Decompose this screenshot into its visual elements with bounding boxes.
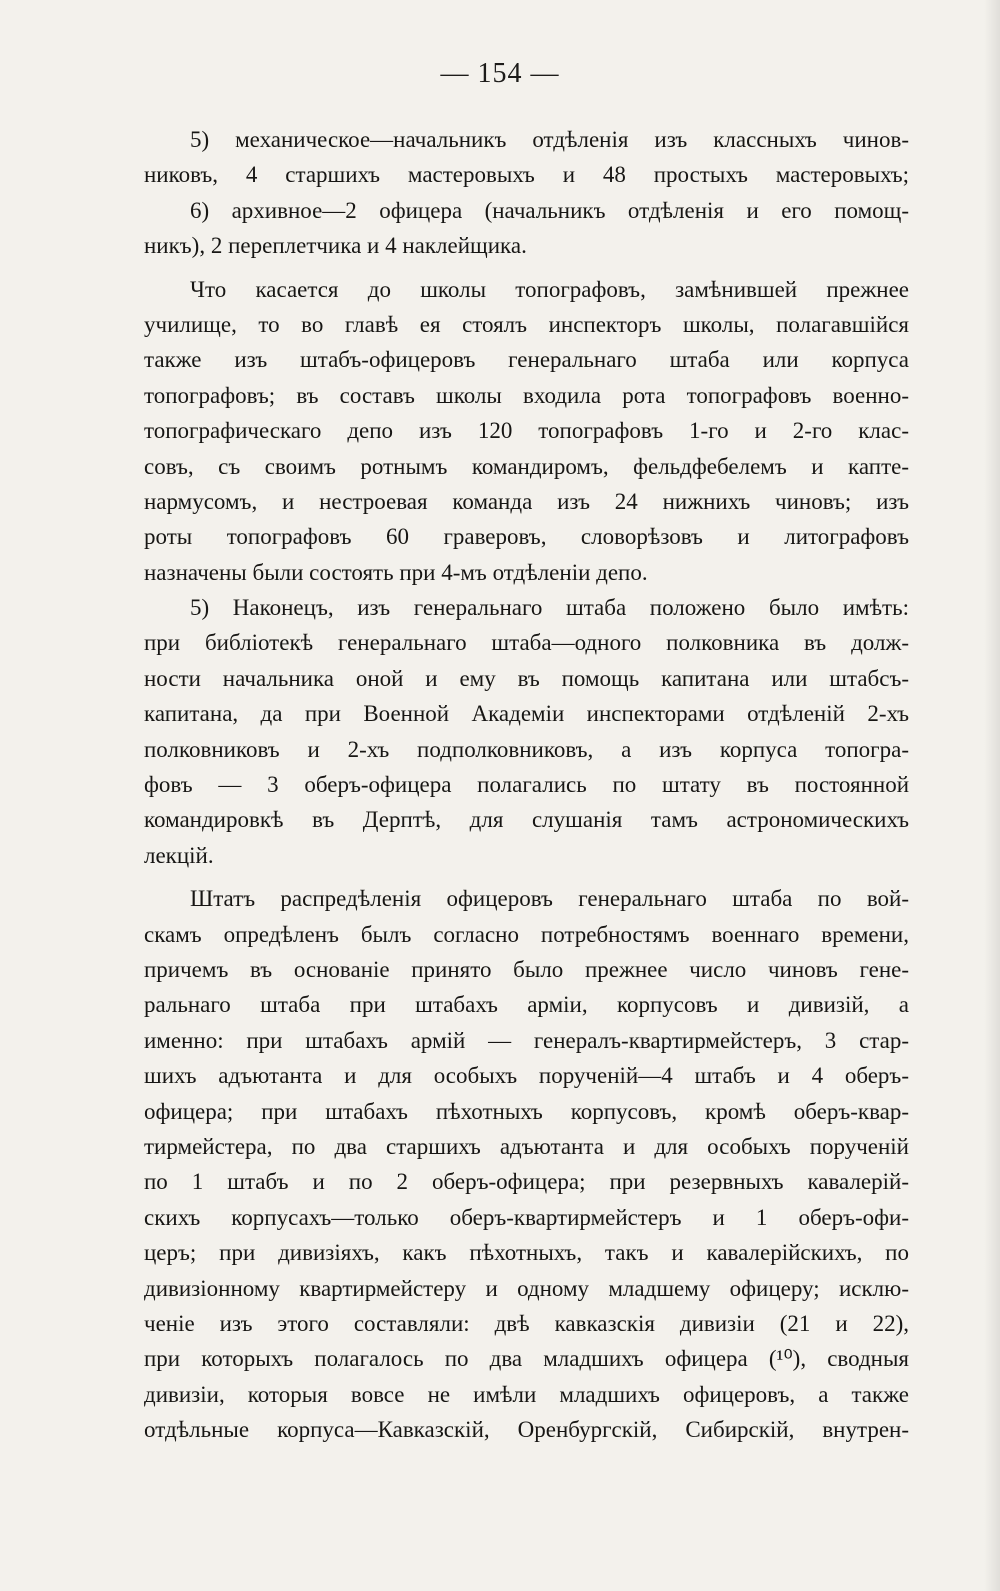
text-line: лекцій. (144, 842, 214, 868)
text-line: по 1 штабъ и по 2 оберъ-офицера; при резервныхъ кавалерій- (144, 1169, 909, 1195)
text-line: офицера; при штабахъ пѣхотныхъ корпусовъ, кромѣ оберъ-квар- (144, 1098, 909, 1124)
text-line: 5) механическое—начальникъ отдѣленія изъ классныхъ чинов- (190, 127, 909, 152)
body-text (144, 122, 909, 1447)
text-line: фовъ — 3 оберъ-офицера полагались по штату въ постоянной (144, 772, 909, 798)
text-line: роты топографовъ 60 граверовъ, словорѣзовъ и литографовъ (144, 524, 909, 550)
paragraph-gap (144, 873, 909, 881)
text-line: полковниковъ и 2-хъ подполковниковъ, а изъ корпуса топогра- (144, 736, 909, 762)
text-line: также изъ штабъ-офицеровъ генеральнаго штаба или корпуса (144, 347, 909, 373)
text-line: 6) архивное—2 офицера (начальникъ отдѣленія и его помощ- (190, 197, 909, 223)
text-line: капитана, да при Военной Академіи инспекторами отдѣленій 2-хъ (144, 701, 909, 727)
text-line: причемъ въ основаніе принято было прежнее число чиновъ гене- (144, 956, 909, 982)
text-line: скамъ опредѣленъ былъ согласно потребностямъ военнаго времени, (144, 921, 909, 947)
text-line: тирмейстера, по два старшихъ адъютанта и для особыхъ порученій (144, 1133, 909, 1159)
text-line: училище, то во главѣ ея стоялъ инспекторъ школы, полагавшійся (144, 311, 909, 337)
text-line: скихъ корпусахъ—только оберъ-квартирмейстеръ и 1 оберъ-офи- (144, 1204, 909, 1230)
text-line: топографическаго депо изъ 120 топографовъ 1-го и 2-го клас- (144, 418, 909, 444)
page-edge-shadow (984, 0, 1000, 1591)
paragraph-gap (144, 264, 909, 272)
text-line: 5) Наконецъ, изъ генеральнаго штаба положено было имѣть: (190, 595, 909, 621)
text-line: совъ, съ своимъ ротнымъ командиромъ, фельдфебелемъ и капте- (144, 453, 909, 479)
text-line: никовъ, 4 старшихъ мастеровыхъ и 48 простыхъ мастеровыхъ; (144, 162, 909, 188)
text-line: дивизіонному квартирмейстеру и одному младшему офицеру; исклю- (144, 1275, 909, 1301)
text-line: командировкѣ въ Дерптѣ, для слушанія тамъ астрономическихъ (144, 807, 909, 833)
text-line: ральнаго штаба при штабахъ арміи, корпусовъ и дивизій, а (144, 992, 909, 1018)
text-line: церъ; при дивизіяхъ, какъ пѣхотныхъ, такъ и кавалерійскихъ, по (144, 1240, 909, 1266)
text-line: отдѣльные корпуса—Кавказскій, Оренбургскій, Сибирскій, внутрен- (144, 1417, 909, 1443)
text-line: шихъ адъютанта и для особыхъ порученій—4 штабъ и 4 оберъ- (144, 1063, 909, 1089)
text-line: дивизіи, которыя вовсе не имѣли младшихъ офицеровъ, а также (144, 1381, 909, 1407)
text-line: ченіе изъ этого составляли: двѣ кавказскія дивизіи (21 и 22), (144, 1310, 909, 1336)
text-line: топографовъ; въ составъ школы входила рота топографовъ военно- (144, 382, 909, 408)
text-line: ности начальника оной и ему въ помощь капитана или штабсъ- (144, 665, 909, 691)
text-line: Что касается до школы топографовъ, замѣнившей прежнее (190, 276, 909, 302)
page-number: — 154 — (440, 58, 560, 89)
text-line: нармусомъ, и нестроевая команда изъ 24 нижнихъ чиновъ; изъ (144, 488, 909, 514)
text-line: никъ), 2 переплетчика и 4 наклейщика. (144, 233, 527, 259)
text-line: назначены были состоять при 4-мъ отдѣленіи депо. (144, 559, 648, 585)
text-line: при которыхъ полагалось по два младшихъ офицера (¹⁰), сводныя (144, 1346, 909, 1372)
text-line: именно: при штабахъ армій — генералъ-квартирмейстеръ, 3 стар- (144, 1027, 909, 1053)
text-line: при библіотекѣ генеральнаго штаба—одного полковника въ долж- (144, 630, 909, 656)
text-line: Штатъ распредѣленія офицеровъ генеральнаго штаба по вой- (190, 886, 909, 912)
